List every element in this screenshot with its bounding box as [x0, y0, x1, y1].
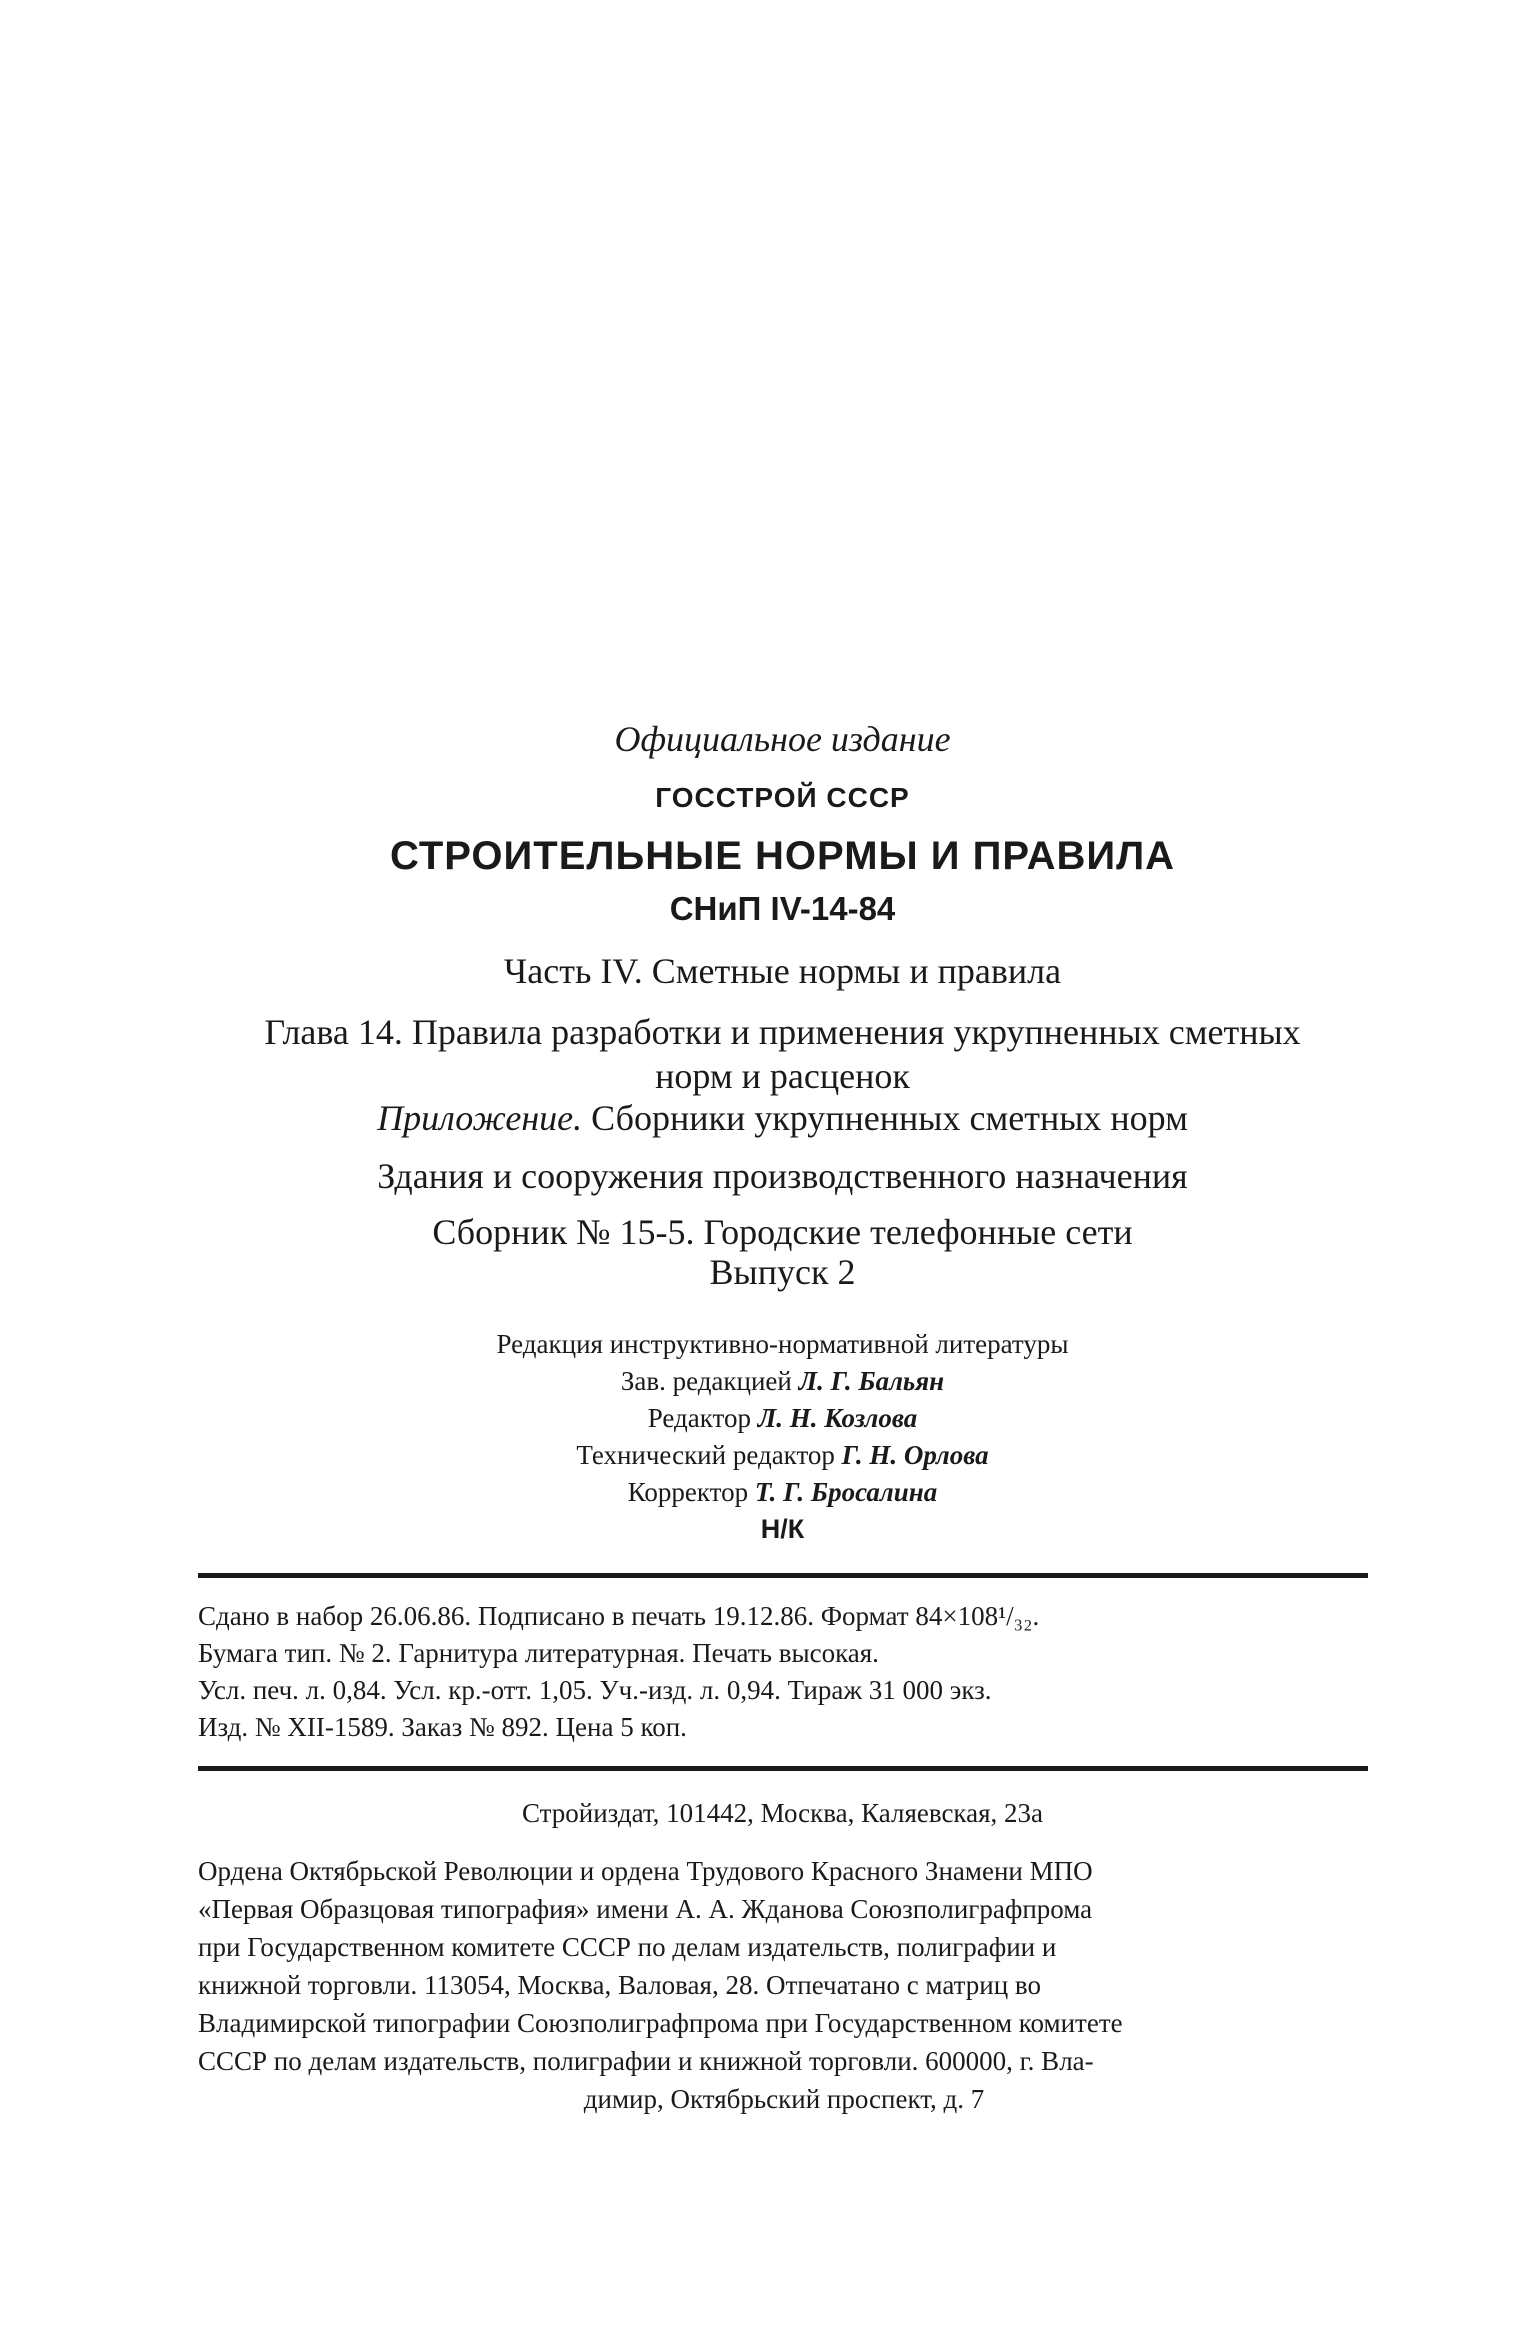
credit-role: Зав. редакцией [620, 1366, 799, 1396]
credit-role: Корректор [627, 1477, 755, 1507]
printer-line: СССР по делам издательств, полиграфии и книжной торговли. 600000, г. Вла- [198, 2046, 1094, 2076]
chapter-line-2: норм и расценок [655, 1056, 910, 1096]
part-heading: Часть IV. Сметные нормы и правила [503, 951, 1062, 991]
credit-head [195, 1363, 1370, 1400]
credit-role: Технический редактор [576, 1440, 842, 1470]
credit-name: Т. Г. Бросалина [754, 1477, 938, 1507]
appendix-heading [195, 1097, 1370, 1139]
appendix-text: Сборники укрупненных сметных норм [582, 1098, 1188, 1138]
credit-name: Л. Н. Козлова [757, 1403, 918, 1433]
printer-line: при Государственном комитете СССР по делам издательств, полиграфии и [198, 1932, 1057, 1962]
divider-rule [198, 1573, 1368, 1578]
credit-name: Г. Н. Орлова [841, 1440, 989, 1470]
official-edition-label: Официальное издание [614, 719, 951, 759]
publisher-address: Стройиздат, 101442, Москва, Каляевская, 23а [521, 1798, 1044, 1828]
printer-line: «Первая Образцовая типография» имени А. А. Жданова Союзполиграфпрома [198, 1894, 1093, 1924]
editorial-office: Редакция инструктивно-нормативной литературы [496, 1329, 1069, 1359]
divider-rule [198, 1766, 1368, 1771]
credit-name: Л. Г. Бальян [798, 1366, 945, 1396]
document-code: СНиП IV-14-84 [669, 890, 896, 927]
collection-heading [195, 1212, 1370, 1292]
imprint-line: Бумага тип. № 2. Гарнитура литературная. Печать высокая. [198, 1638, 879, 1668]
agency-name: ГОССТРОЙ СССР [655, 782, 910, 813]
imprint-line: Изд. № XII-1589. Заказ № 892. Цена 5 коп. [198, 1712, 687, 1742]
credit-proofreader [195, 1474, 1370, 1511]
appendix-label: Приложение. [377, 1098, 583, 1138]
imprint-line: Усл. печ. л. 0,84. Усл. кр.-отт. 1,05. Уч.-изд. л. 0,94. Тираж 31 000 экз. [198, 1675, 992, 1705]
chapter-line-1: Глава 14. Правила разработки и применения укрупненных сметных [264, 1012, 1301, 1052]
printer-line: димир, Октябрьский проспект, д. 7 [583, 2084, 985, 2114]
credit-role: Редактор [647, 1403, 758, 1433]
document-title: СТРОИТЕЛЬНЫЕ НОРМЫ И ПРАВИЛА [389, 834, 1176, 878]
collection-title: Сборник № 15-5. Городские телефонные сети [432, 1212, 1133, 1252]
printer-line: Владимирской типографии Союзполиграфпрома при Государственном комитете [198, 2008, 1123, 2038]
chapter-heading [195, 1010, 1370, 1098]
buildings-heading: Здания и сооружения производственного назначения [377, 1156, 1188, 1196]
printer-line: книжной торговли. 113054, Москва, Валовая, 28. Отпечатано с матриц во [198, 1970, 1041, 2000]
credit-tech-editor [195, 1437, 1370, 1474]
printer-line: Ордена Октябрьской Революции и ордена Трудового Красного Знамени МПО [198, 1856, 1093, 1886]
credit-editor [195, 1400, 1370, 1437]
imprint-line: Сдано в набор 26.06.86. Подписано в печать 19.12.86. Формат 84×108¹/₃₂. [198, 1601, 1040, 1631]
credits-block [195, 1326, 1370, 1548]
issue-number: Выпуск 2 [709, 1252, 856, 1292]
nk-mark: Н/К [760, 1514, 805, 1544]
imprint-block [198, 1598, 1373, 1746]
printer-block [198, 1852, 1370, 2118]
